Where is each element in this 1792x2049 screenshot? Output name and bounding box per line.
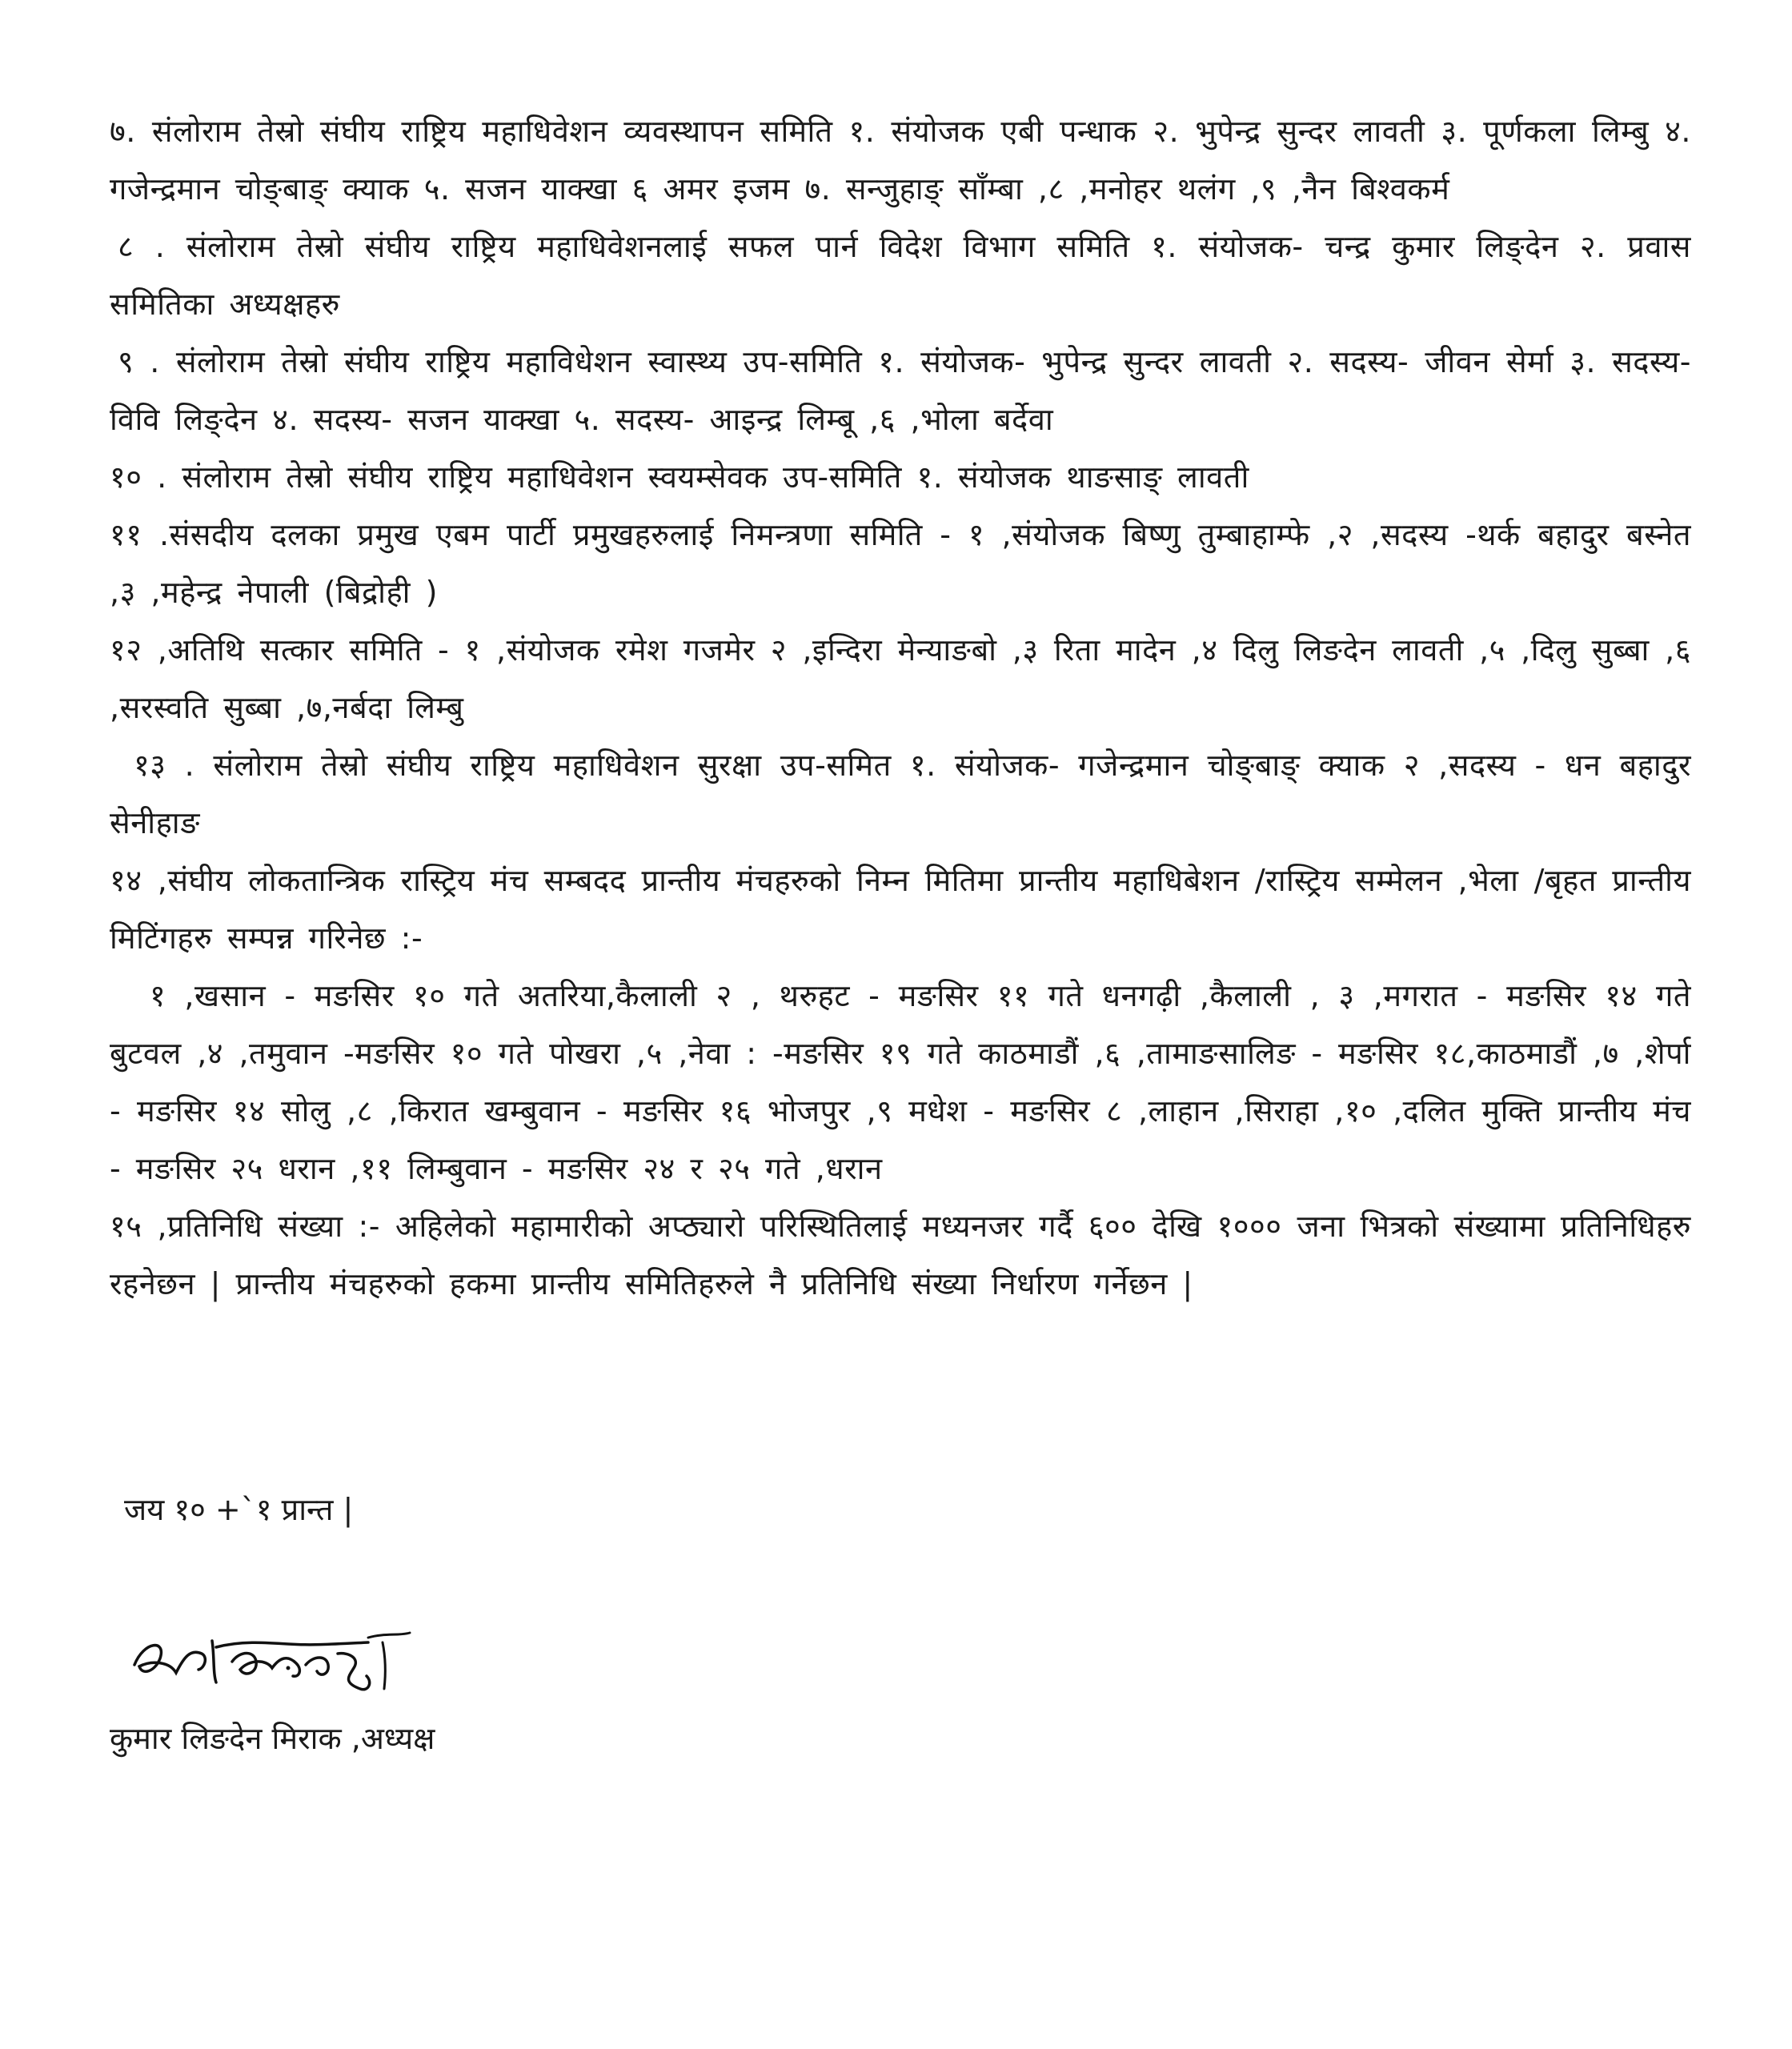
section-12-paragraph: १२ ,अतिथि सत्कार समिति - १ ,संयोजक रमेश गजमेर २ ,इन्दिरा मेन्याङबो ,३ रिता मादेन ,४ दिलु लिङदेन लावती ,५ ,दिलु सुब्बा ,६ ,सरस्वति सुब्बा ,७,नर्बदा लिम्बु: [110, 632, 1691, 725]
signature-image: [128, 1609, 424, 1705]
section-7-paragraph: ७. संलोराम तेस्रो संघीय राष्ट्रिय महाधिवेशन व्यवस्थापन समिति १. संयोजक एबी पन्धाक २. भुपेन्द्र सुन्दर लावती ३. पूर्णकला लिम्बु ४. गजेन्द्रमान चोङ्बाङ् क्याक ५. सजन याक्खा ६ अमर इजम ७. सन्जुहाङ् साँम्बा ,८ ,मनोहर थलंग ,९ ,नैन बिश्वकर्म: [110, 114, 1691, 207]
signatory-name: कुमार लिङदेन मिराक ,अध्यक्ष: [110, 1721, 435, 1756]
section-11-paragraph: ११ .संसदीय दलका प्रमुख एबम पार्टी प्रमुखहरुलाई निमन्त्रणा समिति - १ ,संयोजक बिष्णु तुम्बाहाम्फे ,२ ,सदस्य -थर्क बहादुर बस्नेत ,३ ,महेन्द्र नेपाली (बिद्रोही ): [110, 517, 1691, 610]
document-body: [110, 102, 1691, 1313]
section-10-paragraph: १० . संलोराम तेस्रो संघीय राष्ट्रिय महाधिवेशन स्वयम्सेवक उप-समिति १. संयोजक थाङसाङ् लावती: [110, 459, 1249, 495]
section-14-paragraph: १४ ,संघीय लोकतान्त्रिक रास्ट्रिय मंच सम्बदद प्रान्तीय मंचहरुको निम्न मितिमा प्रान्तीय महाधिबेशन /रास्ट्रिय सम्मेलन ,भेला /बृहत प्रान्तीय मिटिंगहरु सम्पन्न गरिनेछ :-: [110, 863, 1691, 956]
section-15-paragraph: १५ ,प्रतिनिधि संख्या :- अहिलेको महामारीको अप्ठ्यारो परिस्थितिलाई मध्यनजर गर्दै ६०० देखि १००० जना भित्रको संख्यामा प्रतिनिधिहरु रहनेछन | प्रान्तीय मंचहरुको हकमा प्रान्तीय समितिहरुले नै प्रतिनिधि संख्या निर्धारण गर्नेछन |: [110, 1209, 1691, 1301]
section-13-paragraph: १३ . संलोराम तेस्रो संघीय राष्ट्रिय महाधिवेशन सुरक्षा उप-समित १. संयोजक- गजेन्द्रमान चोङ्बाङ् क्याक २ ,सदस्य - धन बहादुर सेनीहाङ: [110, 748, 1691, 840]
section-9-paragraph: ९ . संलोराम तेस्रो संघीय राष्ट्रिय महाविधेशन स्वास्थ्य उप-समिति १. संयोजक- भुपेन्द्र सुन्दर लावती २. सदस्य- जीवन सेर्मा ३. सदस्य- विवि लिङ्देन ४. सदस्य- सजन याक्खा ५. सदस्य- आइन्द्र लिम्बू ,६ ,भोला बर्देवा: [110, 344, 1691, 437]
closing-slogan: जय १० +`१ प्रान्त |: [124, 1492, 354, 1527]
section-8-paragraph: ८ . संलोराम तेस्रो संघीय राष्ट्रिय महाधिवेशनलाई सफल पार्न विदेश विभाग समिति १. संयोजक- चन्द्र कुमार लिङ्देन २. प्रवास समितिका अध्यक्षहरु: [110, 229, 1691, 322]
provincial-schedule-paragraph: १ ,खसान - मङसिर १० गते अतरिया,कैलाली २ , थरुहट - मङसिर ११ गते धनगढ़ी ,कैलाली , ३ ,मगरात - मङसिर १४ गते बुटवल ,४ ,तमुवान -मङसिर १० गते पोखरा ,५ ,नेवा : -मङसिर १९ गते काठमाडौं ,६ ,तामाङसालिङ - मङसिर १८,काठमाडौं ,७ ,शेर्पा - मङसिर १४ सोलु ,८ ,किरात खम्बुवान - मङसिर १६ भोजपुर ,९ मधेश - मङसिर ८ ,लाहान ,सिराहा ,१० ,दलित मुक्ति प्रान्तीय मंच - मङसिर २५ धरान ,११ लिम्बुवान - मङसिर २४ र २५ गते ,धरान: [110, 978, 1691, 1186]
